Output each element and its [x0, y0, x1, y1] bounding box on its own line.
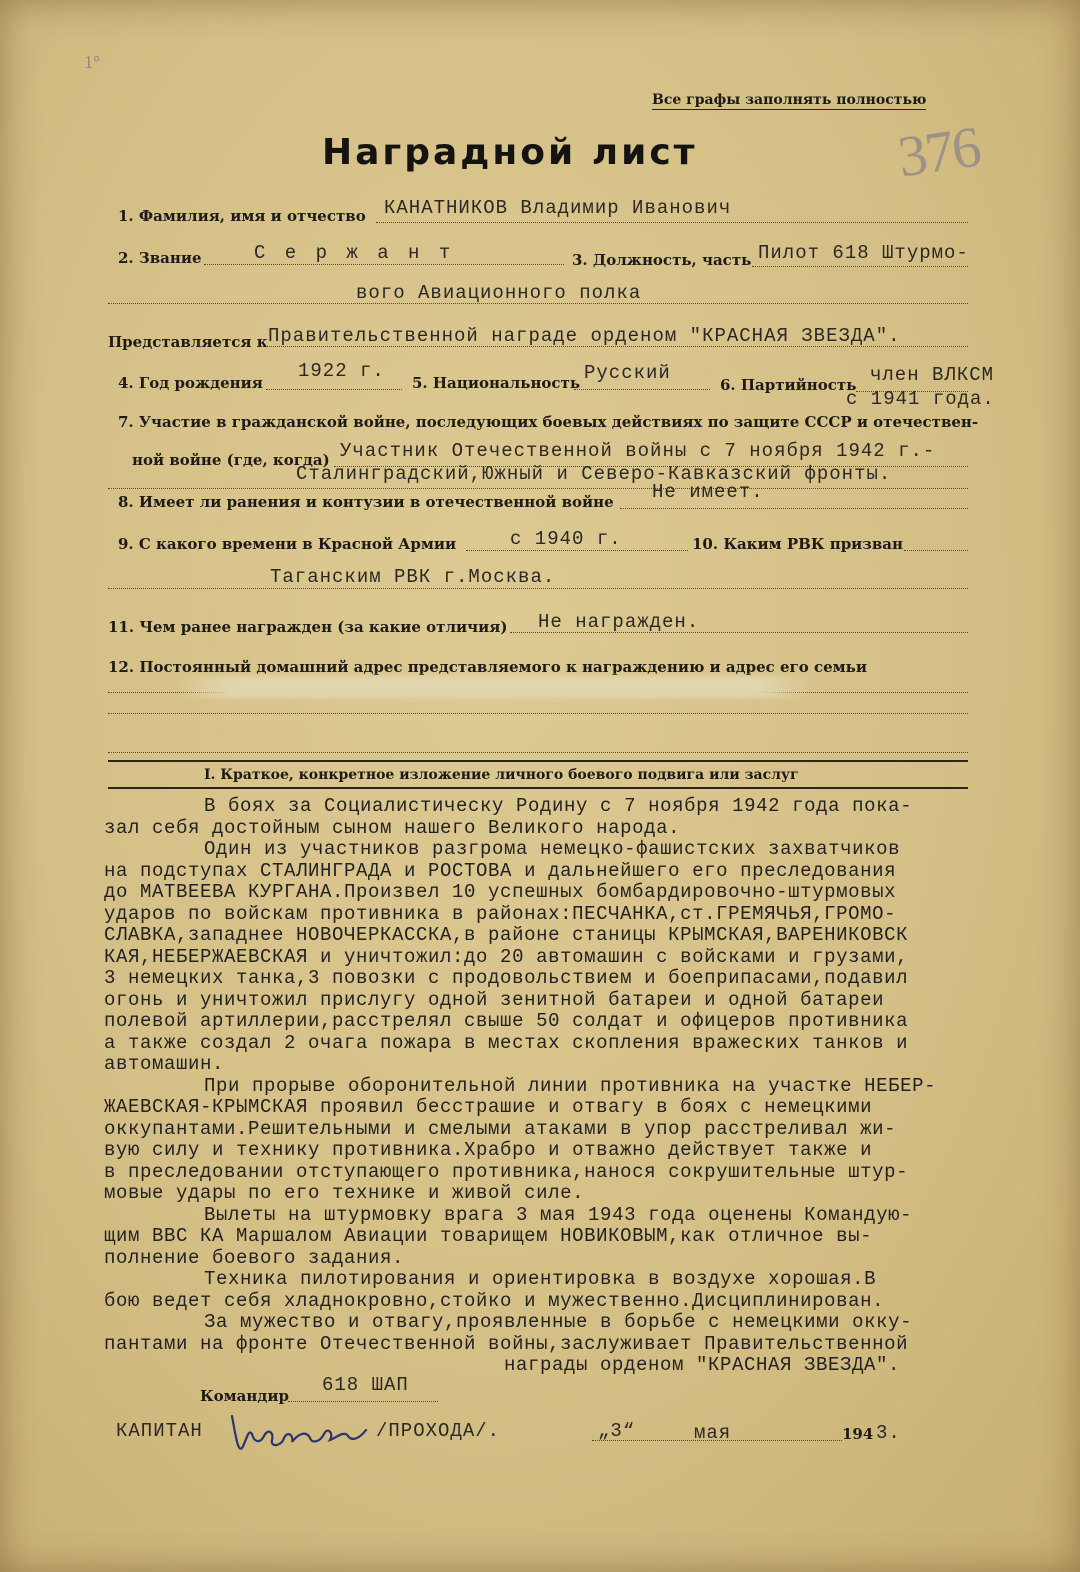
field-value-draft-office: Таганским РВК г.Москва. — [270, 566, 556, 588]
fill-line — [752, 266, 968, 267]
text-line: в преследовании отступающего противника,нанося сокрушительные штур- — [104, 1160, 909, 1183]
archive-number: 376 — [893, 113, 984, 190]
commander-rank: КАПИТАН — [116, 1420, 203, 1442]
text-line: награды орденом "КРАСНАЯ ЗВЕЗДА". — [504, 1354, 901, 1376]
fill-line — [904, 550, 968, 551]
field-label-war-participation-cont: ной войне (где, когда) — [132, 451, 330, 469]
text-line: Один из участников разгрома немецко-фашистских захватчиков — [204, 838, 901, 860]
redacted-address — [180, 676, 810, 698]
fill-line — [204, 264, 564, 265]
text-line: КАЯ,НЕБЕРЖАЕВСКАЯ и уничтожил:до 20 автомашин с войсками и грузами, — [104, 945, 909, 968]
field-value-party-cont: с 1941 года. — [846, 388, 995, 410]
date-year-suffix: 3. — [876, 1422, 901, 1444]
text-line: зал себя достойным сыном нашего Великого народа. — [104, 816, 681, 839]
text-line: 3 немецких танка,3 повозки с продовольствием и боеприпасами,подавил — [104, 967, 909, 989]
field-value-wounds: Не имеет. — [652, 481, 764, 503]
field-value-full-name: КАНАТНИКОВ Владимир Иванович — [384, 197, 732, 219]
field-label-home-address: 12. Постоянный домашний адрес представляемого к награждению и адрес его семьи — [108, 658, 867, 676]
fill-line — [108, 752, 968, 753]
commander-label: Командир — [200, 1387, 289, 1405]
text-line: оккупантами.Решительными и смелыми атаками в упор расстреливал жи- — [104, 1117, 897, 1140]
date-year-prefix: 194 — [842, 1425, 874, 1443]
document-title: Наградной лист — [322, 132, 698, 173]
text-line: ЖАЕВСКАЯ-КРЫМСКАЯ проявил бесстрашие и отвагу в боях с немецкими — [104, 1096, 873, 1118]
field-label-nominated-for: Представляется к — [108, 333, 268, 351]
field-label-position: 3. Должность, часть — [572, 251, 752, 269]
text-line: полевой артиллерии,расстрелял свыше 50 солдат и офицеров противника — [104, 1010, 909, 1032]
date-day: „3“ — [598, 1420, 636, 1442]
field-value-birth-year: 1922 г. — [298, 360, 385, 382]
field-value-party: член ВЛКСМ — [870, 364, 995, 386]
text-line: За мужество и отвагу,проявленные в борьбе с немецкими окку- — [204, 1311, 913, 1333]
field-label-rank: 2. Звание — [118, 249, 202, 267]
field-value-nominated-for: Правительственной награде орденом "КРАСНАЯ ЗВЕЗДА". — [268, 325, 901, 347]
fill-line — [620, 508, 968, 509]
fill-line — [288, 1401, 438, 1402]
date-day-value: 3 — [610, 1420, 623, 1442]
field-label-army-since: 9. С какого времени в Красной Армии — [118, 535, 457, 553]
fill-line — [592, 1440, 842, 1441]
field-label-party: 6. Партийность — [720, 376, 857, 394]
fill-line — [266, 389, 402, 390]
text-line: Техника пилотирования и ориентировка в воздухе хорошая.В — [204, 1268, 877, 1290]
fill-line — [466, 550, 688, 551]
text-line: мовые удары по его технике и живой силе. — [104, 1182, 585, 1204]
signature-mark — [226, 1408, 376, 1460]
field-value-war-participation: Участник Отечественной войны с 7 ноября 1942 г.- — [340, 440, 936, 462]
section-rule-top — [108, 760, 968, 762]
text-line: бою ведет себя хладнокровно,стойко и мужественно.Дисциплинирован. — [104, 1289, 885, 1312]
fill-instruction-note: Все графы заполнять полностью — [652, 92, 927, 108]
text-line: щим ВВС КА Маршалом Авиации товарищем НОВИКОВЫМ,как отличное вы- — [104, 1225, 873, 1247]
field-value-rank: С е р ж а н т — [254, 242, 455, 264]
fill-line — [108, 713, 968, 714]
field-value-war-participation-cont: Сталинградский,Южный и Северо-Кавказский фронты. — [296, 463, 892, 485]
section-rule-bottom — [108, 787, 968, 789]
commander-name: /ПРОХОДА/. — [376, 1420, 501, 1442]
date-month: мая — [694, 1422, 732, 1444]
field-label-nationality: 5. Национальность — [412, 374, 581, 392]
field-label-full-name: 1. Фамилия, имя и отчество — [118, 207, 366, 225]
text-line: вую силу и технику противника.Храбро и отважно действует также и — [104, 1139, 873, 1161]
text-line: автомашин. — [104, 1053, 225, 1075]
fill-line — [376, 222, 968, 223]
text-line: В боях за Социалистическу Родину с 7 ноября 1942 года пока- — [204, 795, 913, 817]
text-line: При прорыве оборонительной линии противника на участке НЕБЕР- — [204, 1074, 937, 1097]
text-line: до МАТВЕЕВА КУРГАНА.Произвел 10 успешных бомбардировочно-штурмовых — [104, 881, 897, 903]
field-value-nationality: Русский — [584, 362, 671, 384]
field-label-prior-awards: 11. Чем ранее награжден (за какие отличия) — [108, 618, 508, 636]
text-line: огонь и уничтожил прислугу одной зенитной батареи и одной батареи — [104, 988, 885, 1011]
field-label-birth-year: 4. Год рождения — [118, 374, 263, 392]
corner-mark: 1° — [84, 52, 101, 72]
text-line: пантами на фронте Отечественной войны,заслуживает Правительственной — [104, 1332, 909, 1355]
text-line: а также создал 2 очага пожара в местах скопления вражеских танков и — [104, 1031, 909, 1054]
text-line: СЛАВКА,западнее НОВОЧЕРКАССКА,в районе станицы КРЫМСКАЯ,ВАРЕНИКОВСК — [104, 924, 909, 946]
commander-unit: 618 ШАП — [322, 1374, 409, 1396]
field-value-position-cont: вого Авиационного полка — [356, 282, 642, 304]
field-value-army-since: с 1940 г. — [510, 528, 622, 550]
section-heading: I. Краткое, конкретное изложение личного боевого подвига или заслуг — [204, 767, 799, 783]
field-label-wounds: 8. Имеет ли ранения и контузии в отечественной войне — [118, 493, 614, 511]
field-label-draft-office: 10. Каким РВК призван — [692, 535, 904, 553]
fill-line — [108, 588, 968, 589]
field-value-prior-awards: Не награжден. — [538, 611, 700, 633]
text-line: на подступах СТАЛИНГРАДА и РОСТОВА и дальнейшего его преследования — [104, 859, 897, 882]
text-line: полнение боевого задания. — [104, 1246, 405, 1269]
merit-description — [104, 796, 1054, 1377]
text-line: Вылеты на штурмовку врага 3 мая 1943 года оценены Командую- — [204, 1203, 913, 1226]
fill-line — [574, 389, 710, 390]
text-line: ударов по войскам противника в районах:ПЕСЧАНКА,ст.ГРЕМЯЧЬЯ,ГРОМО- — [104, 902, 897, 925]
field-value-position: Пилот 618 Штурмо- — [758, 242, 969, 264]
fill-line — [108, 488, 968, 489]
field-label-war-participation: 7. Участие в гражданской войне, последующих боевых действиях по защите СССР и отечествен- — [118, 413, 979, 431]
